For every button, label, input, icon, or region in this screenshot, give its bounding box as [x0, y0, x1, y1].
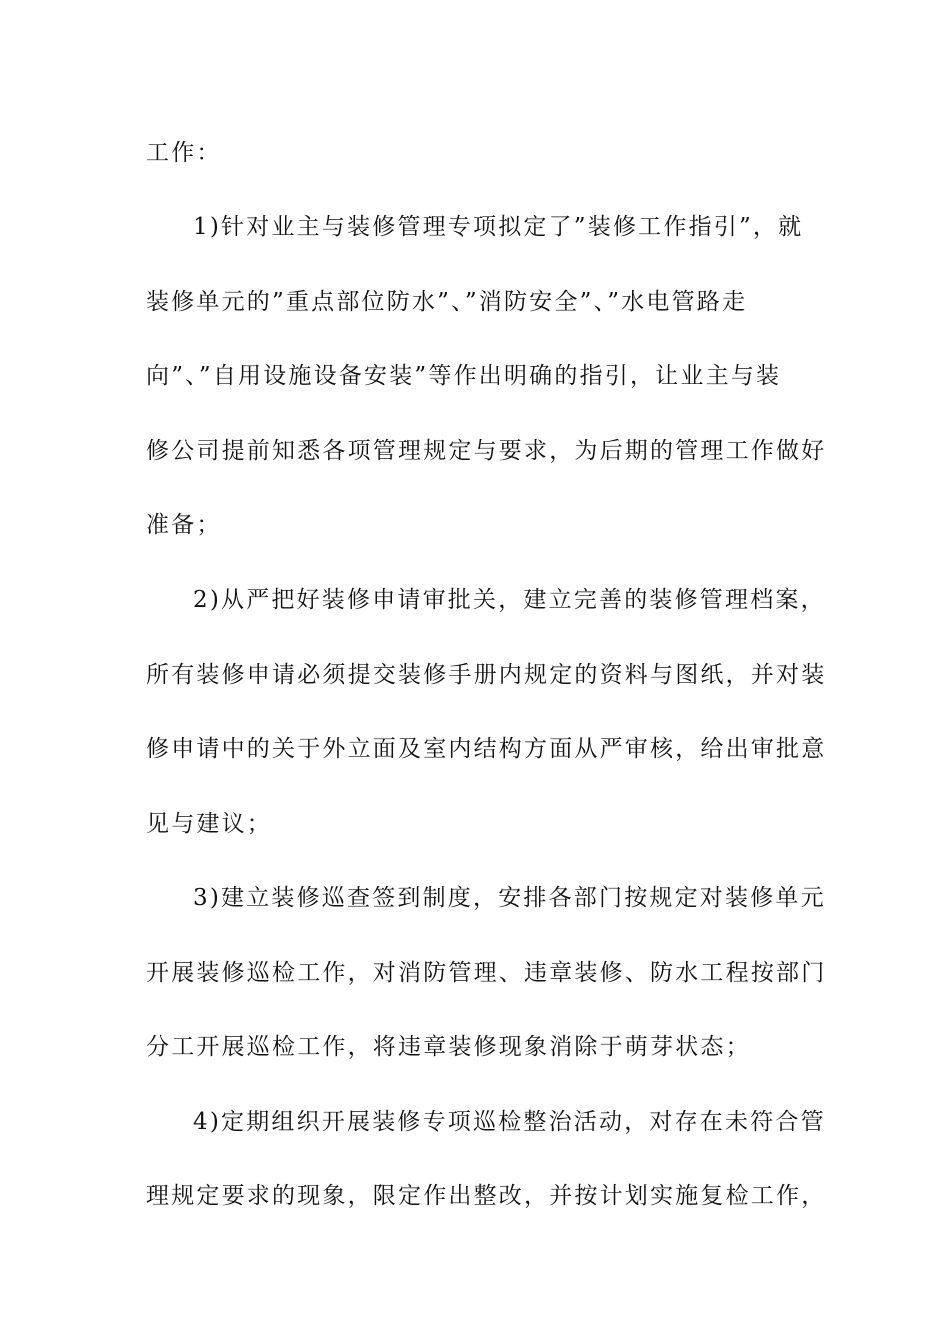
paragraph-line: 4)定期组织开展装修专项巡检整治活动，对存在未符合管 — [193, 1109, 826, 1135]
paragraph-line: 装修单元的”重点部位防水”、”消防安全”、”水电管路走 — [146, 289, 748, 315]
paragraph-line: 工作： — [146, 140, 222, 166]
paragraph-line: 修公司提前知悉各项管理规定与要求，为后期的管理工作做好 — [146, 438, 827, 464]
paragraph-line: 向”、”自用设施设备安装”等作出明确的指引，让业主与装 — [146, 363, 782, 389]
paragraph-line: 所有装修申请必须提交装修手册内规定的资料与图纸，并对装 — [146, 662, 827, 688]
paragraph-line: 见与建议； — [146, 811, 272, 837]
paragraph-line: 理规定要求的现象，限定作出整改，并按计划实施复检工作， — [146, 1183, 827, 1209]
paragraph-line: 准备； — [146, 512, 222, 538]
paragraph-line: 分工开展巡检工作，将违章装修现象消除于萌芽状态； — [146, 1034, 751, 1060]
paragraph-line: 1)针对业主与装修管理专项拟定了”装修工作指引”，就 — [193, 214, 804, 240]
paragraph-line: 2)从严把好装修申请审批关，建立完善的装修管理档案， — [193, 587, 826, 613]
paragraph-line: 开展装修巡检工作，对消防管理、违章装修、防水工程按部门 — [146, 960, 827, 986]
paragraph-line: 修申请中的关于外立面及室内结构方面从严审核，给出审批意 — [146, 736, 827, 762]
paragraph-line: 3)建立装修巡查签到制度，安排各部门按规定对装修单元 — [193, 885, 826, 911]
